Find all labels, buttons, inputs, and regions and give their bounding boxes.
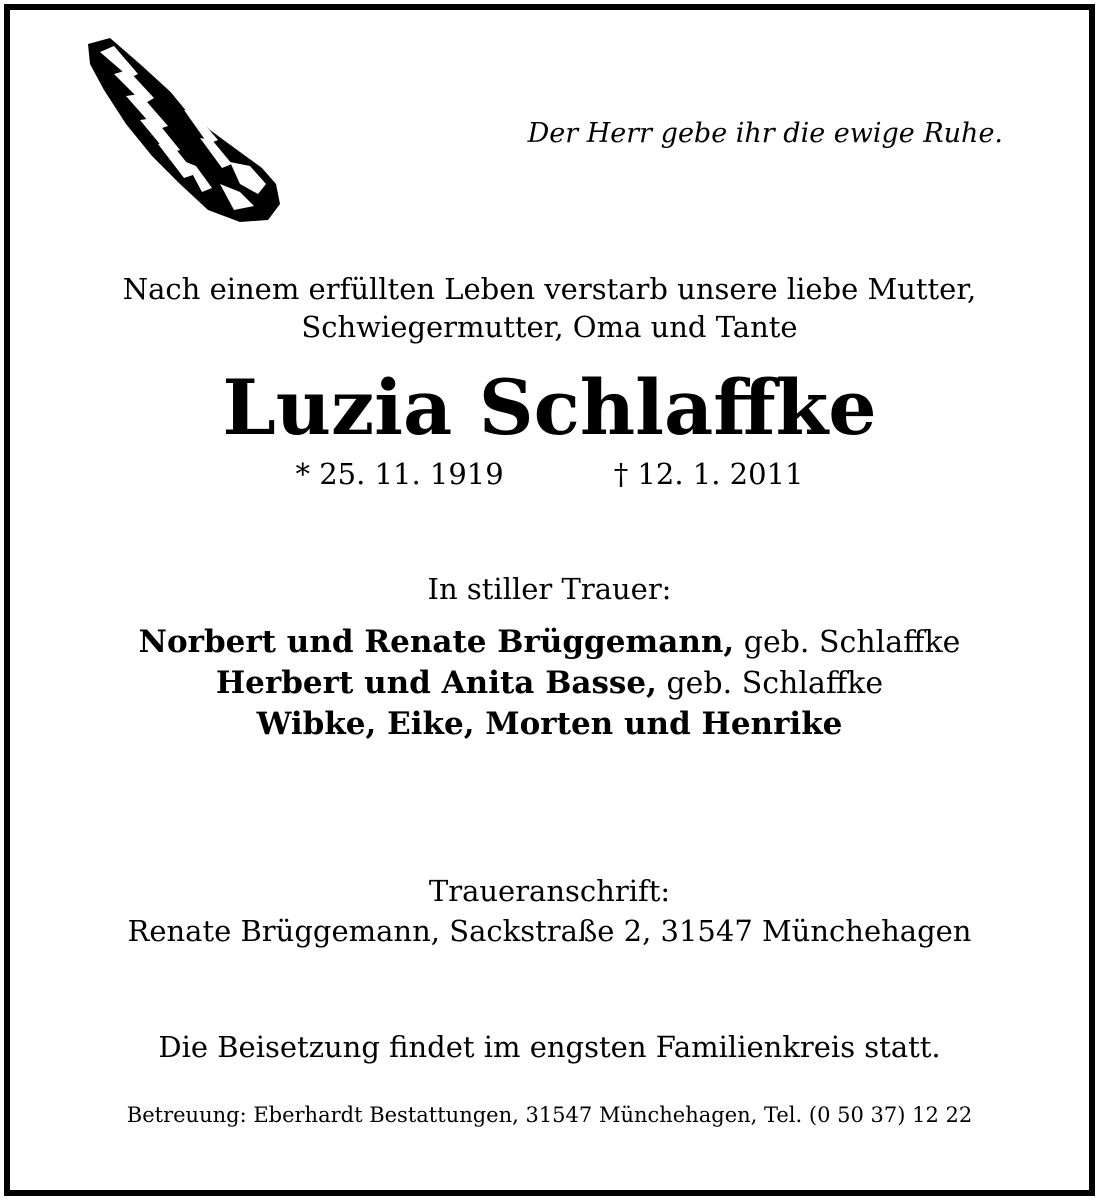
undertaker-info: Betreuung: Eberhardt Bestattungen, 31547 Münchehagen, Tel. (0 50 37) 12 22 bbox=[126, 1103, 973, 1127]
mourner-line bbox=[0, 663, 1099, 704]
mourner-names: Herbert und Anita Basse, bbox=[215, 665, 657, 701]
intro-line-2: Schwiegermutter, Oma und Tante bbox=[301, 310, 798, 344]
life-dates bbox=[0, 455, 1099, 493]
death-date: † 12. 1. 2011 bbox=[613, 457, 804, 491]
address-label: Traueranschrift: bbox=[428, 874, 671, 908]
praying-hands-icon bbox=[80, 34, 285, 224]
birth-date: * 25. 11. 1919 bbox=[295, 457, 504, 491]
motto: Der Herr gebe ihr die ewige Ruhe. bbox=[527, 118, 1003, 149]
mourner-names: Wibke, Eike, Morten und Henrike bbox=[256, 706, 843, 742]
mourners-list bbox=[0, 622, 1099, 745]
mourner-names: Norbert und Renate Brüggemann, bbox=[138, 624, 735, 660]
mourner-note: geb. Schlaffke bbox=[666, 666, 884, 701]
deceased-name: Luzia Schlaffke bbox=[222, 363, 877, 452]
intro-text bbox=[0, 270, 1099, 346]
mourner-line bbox=[0, 704, 1099, 745]
mourner-note: geb. Schlaffke bbox=[743, 625, 961, 660]
intro-line-1: Nach einem erfüllten Leben verstarb unsere liebe Mutter, bbox=[122, 272, 977, 306]
mourner-line bbox=[0, 622, 1099, 663]
mourning-address: Renate Brüggemann, Sackstraße 2, 31547 Münchehagen bbox=[127, 914, 972, 948]
mourning-label: In stiller Trauer: bbox=[427, 572, 672, 606]
burial-note: Die Beisetzung findet im engsten Familienkreis statt. bbox=[158, 1030, 941, 1064]
